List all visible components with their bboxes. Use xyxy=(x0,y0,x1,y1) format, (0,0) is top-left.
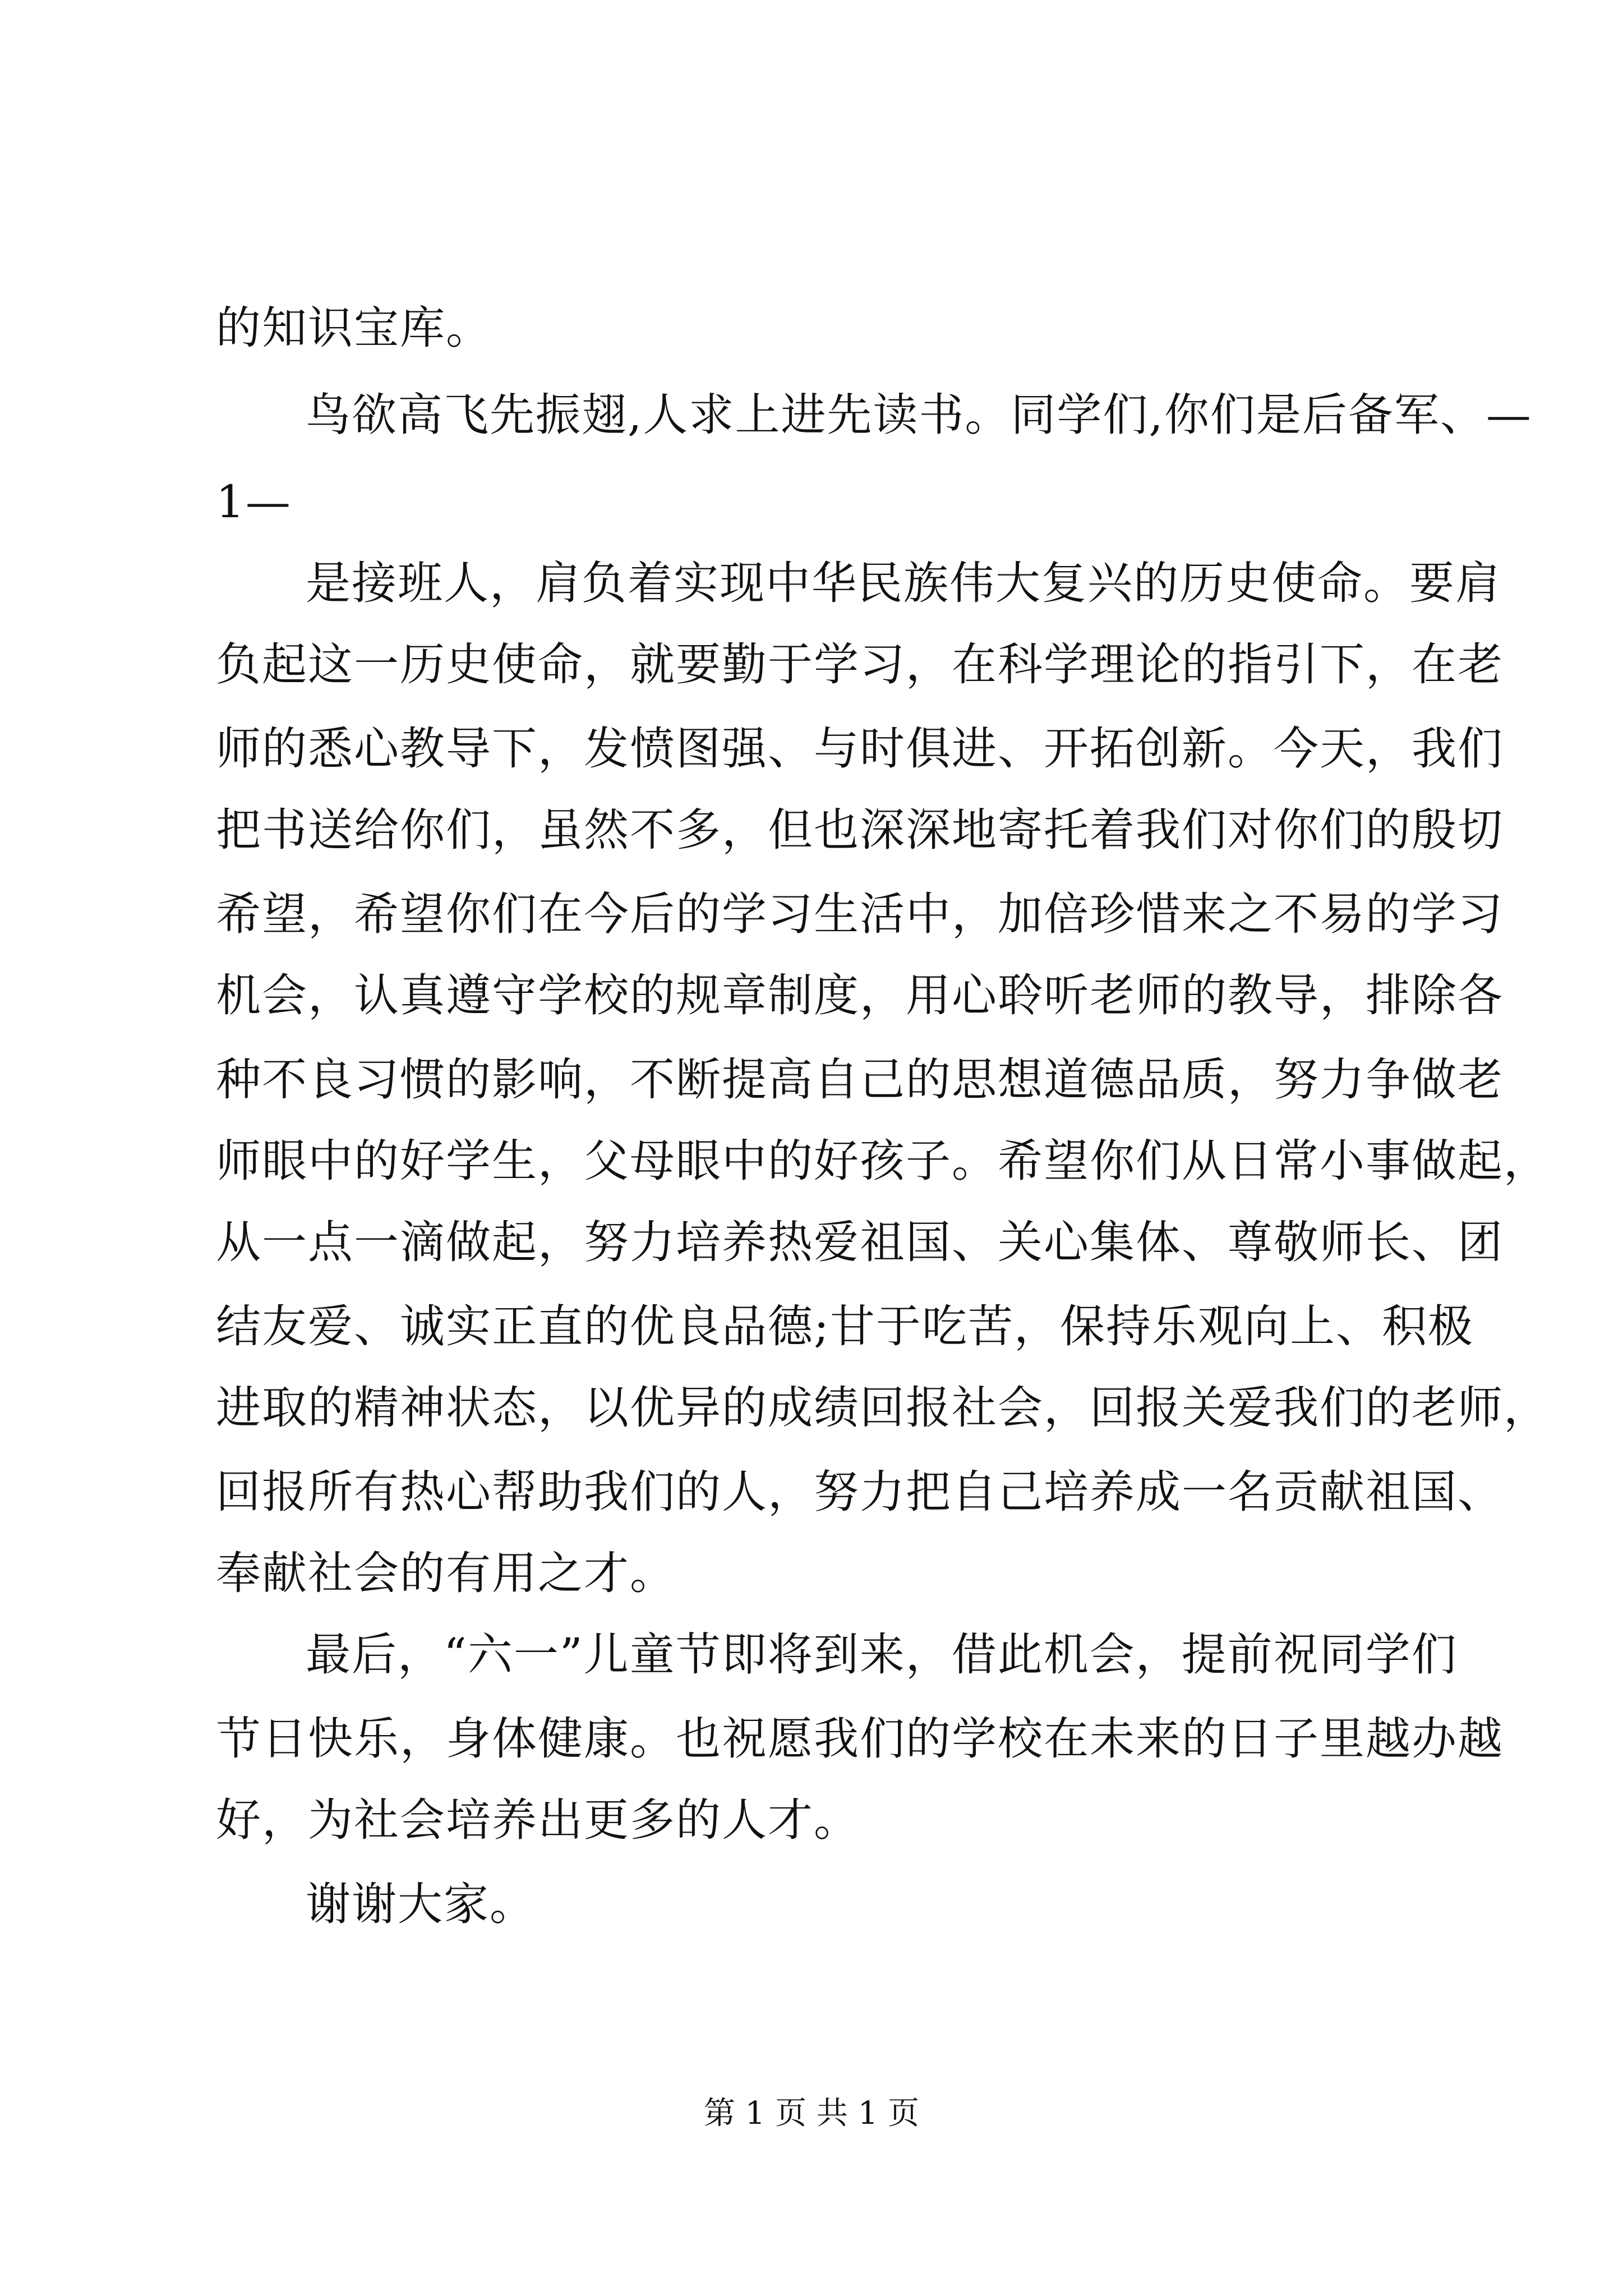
text-line: 师眼中的好学生，父母眼中的好孩子。希望你们从日常小事做起， xyxy=(216,1135,1550,1187)
text-line: 结友爱、诚实正直的优良品德;甘于吃苦，保持乐观向上、积极 xyxy=(216,1300,1474,1352)
text-line: 希望，希望你们在今后的学习生活中，加倍珍惜来之不易的学习 xyxy=(216,888,1504,940)
text-line: 种不良习惯的影响，不断提高自己的思想道德品质，努力争做老 xyxy=(216,1053,1504,1106)
text-line: 是接班人，肩负着实现中华民族伟大复兴的历史使命。要肩 xyxy=(306,557,1501,609)
text-line: 的知识宝库。 xyxy=(216,302,492,354)
text-line: 从一点一滴做起，努力培养热爱祖国、关心集体、尊敬师长、团 xyxy=(216,1216,1504,1268)
text-line: 把书送给你们，虽然不多，但也深深地寄托着我们对你们的殷切 xyxy=(216,804,1504,856)
text-line: 进取的精神状态，以优异的成绩回报社会，回报关爱我们的老师， xyxy=(216,1382,1550,1434)
text-line: 奉献社会的有用之才。 xyxy=(216,1547,676,1599)
text-line: 负起这一历史使命，就要勤于学习，在科学理论的指引下，在老 xyxy=(216,638,1504,691)
text-line: 鸟欲高飞先振翅,人求上进先读书。同学们,你们是后备军、— xyxy=(306,389,1532,441)
text-line: 最后，“六一”儿童节即将到来，借此机会，提前祝同学们 xyxy=(306,1628,1458,1681)
text-line: 谢谢大家。 xyxy=(306,1878,536,1930)
page-footer: 第 1 页 共 1 页 xyxy=(703,2095,920,2132)
text-line: 1— xyxy=(216,476,292,528)
text-line: 师的悉心教导下，发愤图强、与时俱进、开拓创新。今天，我们 xyxy=(216,723,1504,775)
text-line: 机会，认真遵守学校的规章制度，用心聆听老师的教导，排除各 xyxy=(216,969,1504,1022)
text-line: 好，为社会培养出更多的人才。 xyxy=(216,1794,860,1846)
text-line: 节日快乐，身体健康。也祝愿我们的学校在未来的日子里越办越 xyxy=(216,1713,1504,1765)
text-line: 回报所有热心帮助我们的人，努力把自己培养成一名贡献祖国、 xyxy=(216,1466,1504,1518)
